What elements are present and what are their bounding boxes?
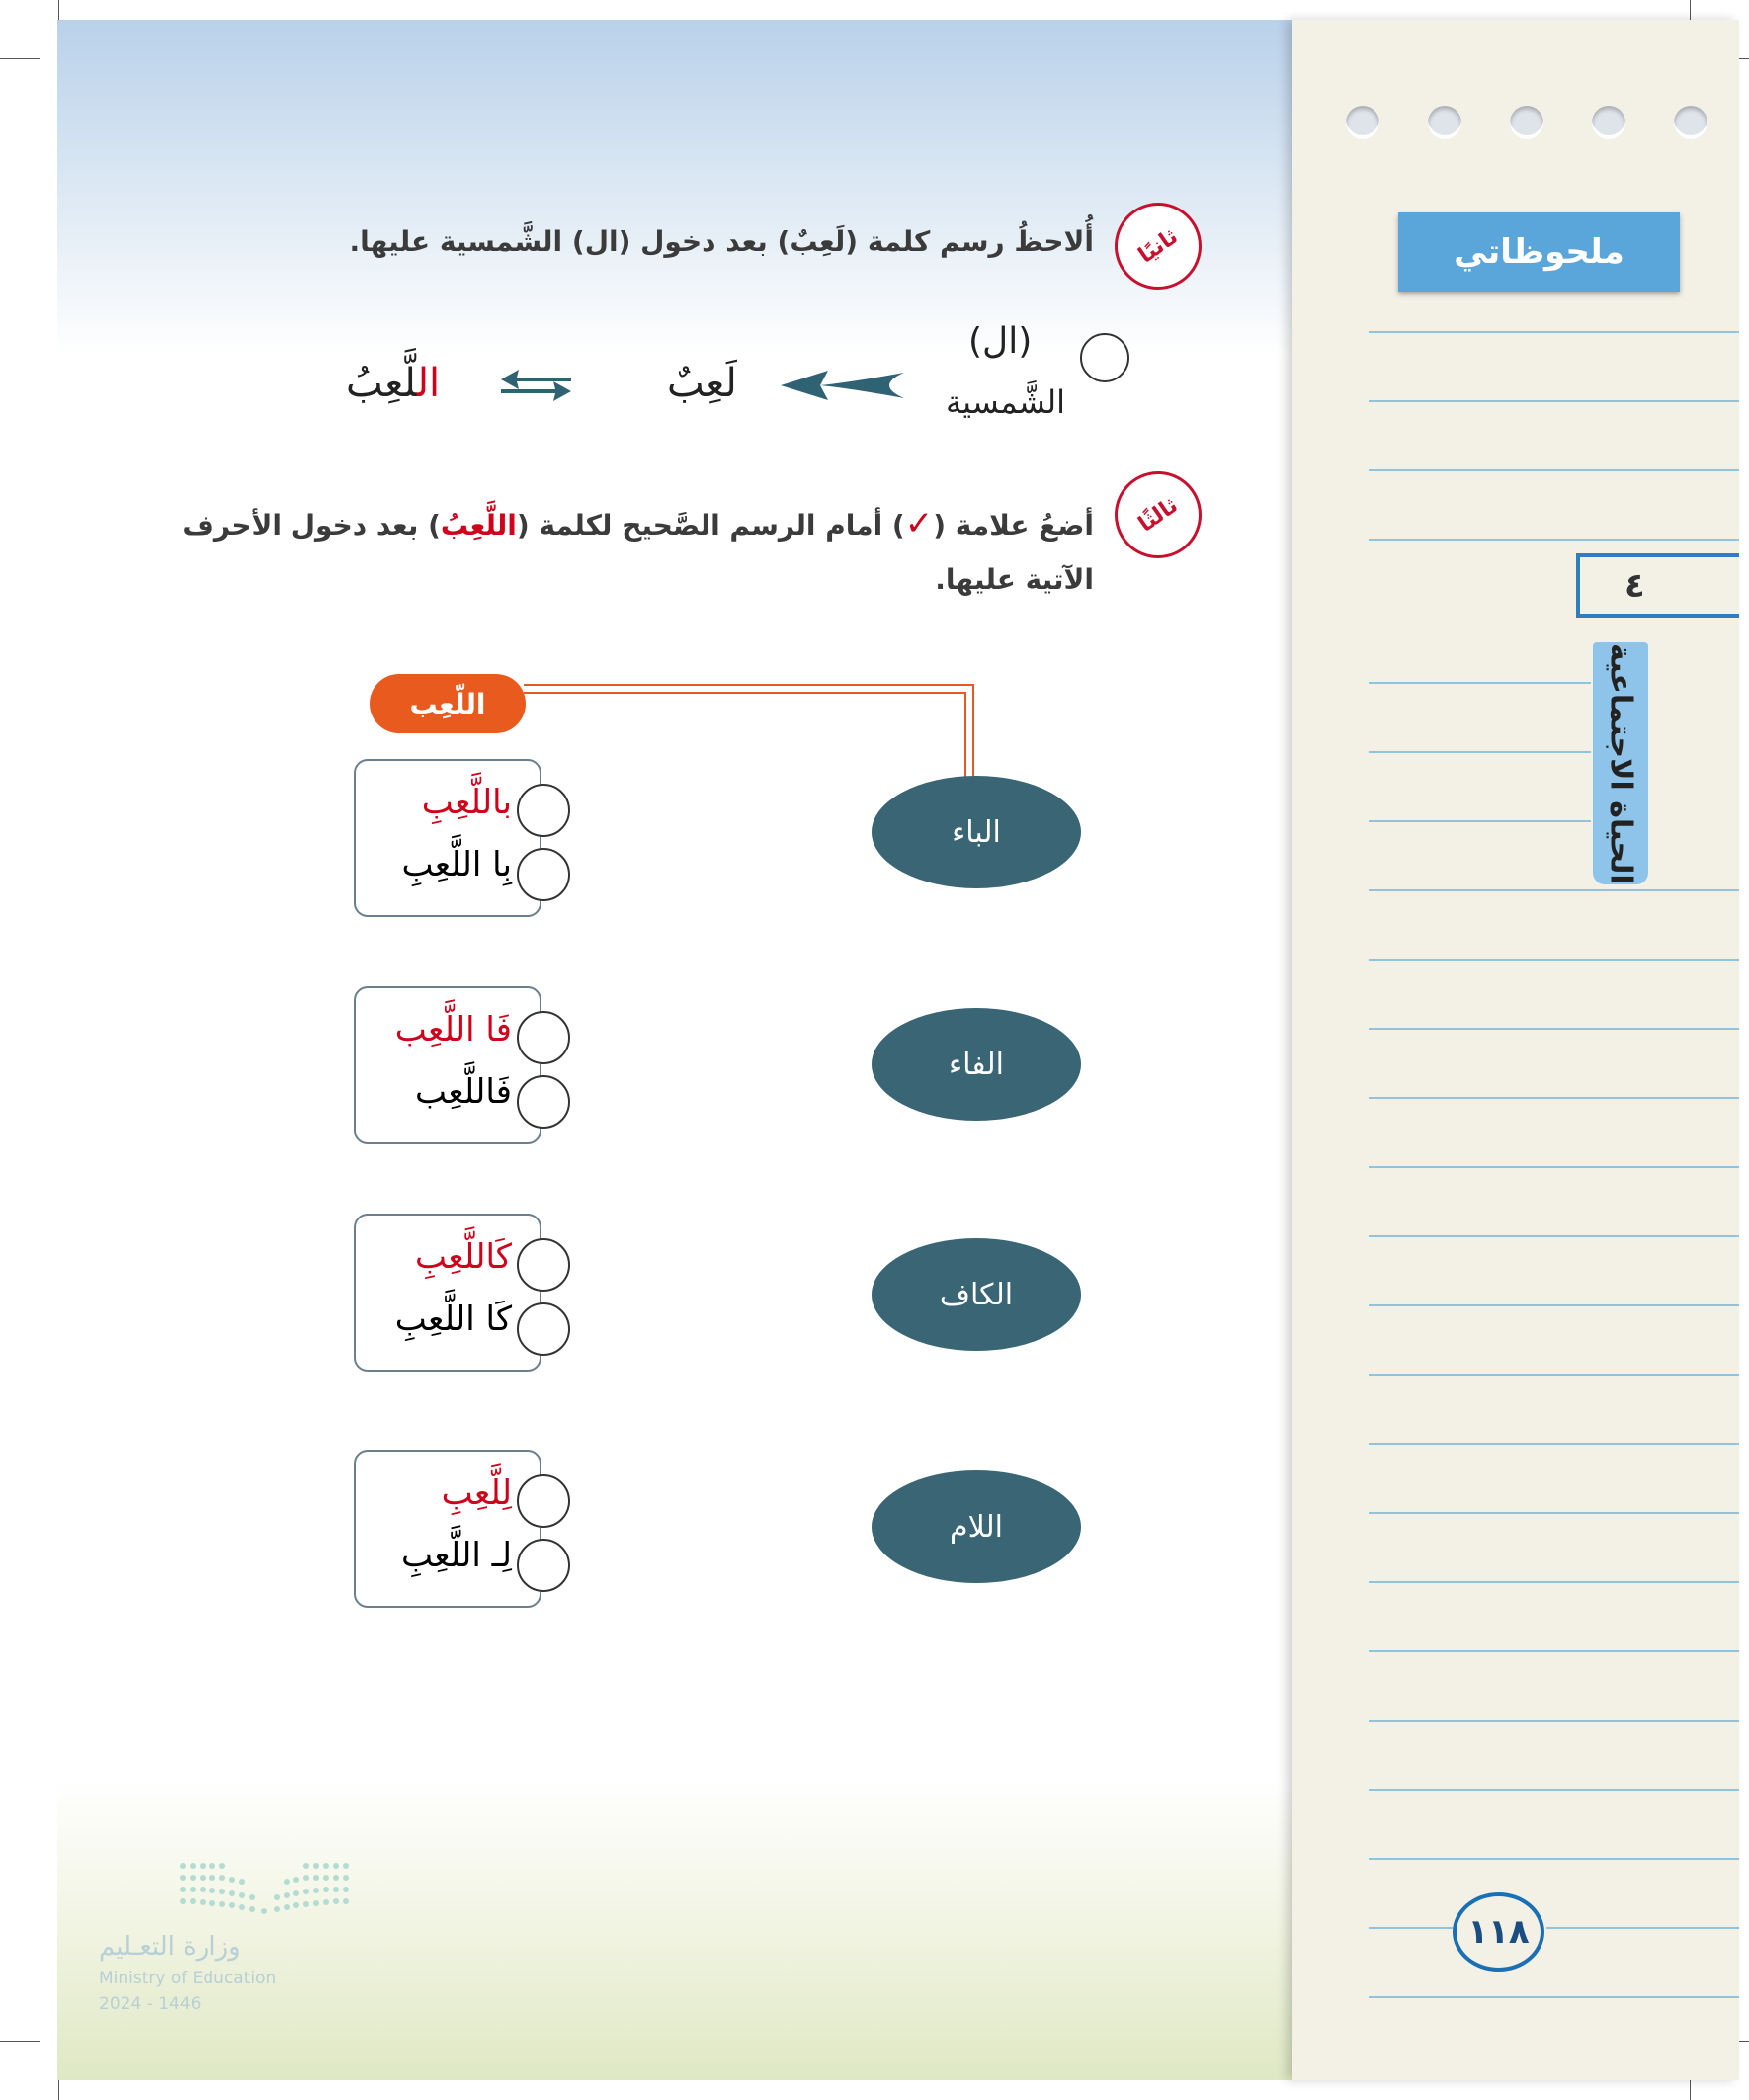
unit-number: ٤: [1576, 553, 1739, 618]
note-line: [1369, 820, 1591, 822]
arrow-left-icon: [781, 361, 909, 410]
ministry-name-en: Ministry of Education: [99, 1969, 277, 1988]
option-text: لِلَّعِبِ: [441, 1473, 512, 1513]
note-line: [1369, 469, 1739, 471]
note-line: [1369, 889, 1739, 891]
unit-title-tab: [1593, 642, 1648, 884]
instruction-part-2: ) أمام الرسم الصَّحيح لكلمة (: [516, 509, 905, 542]
option-radio[interactable]: [517, 1474, 570, 1528]
connector-line: [524, 682, 978, 781]
crop-mark: [0, 58, 40, 59]
instruction-line-2: الآتية عليها.: [935, 563, 1094, 596]
result-prefix: ال: [416, 361, 441, 406]
page-number: ١١٨: [1453, 1892, 1544, 1972]
option-radio[interactable]: [517, 848, 570, 901]
note-line: [1369, 959, 1739, 961]
options-box: [354, 1450, 541, 1608]
binder-hole: [1428, 106, 1461, 139]
target-word: اللَّعِبُ: [440, 509, 517, 542]
note-line: [1369, 1650, 1739, 1652]
options-box: [354, 759, 541, 917]
option-radio[interactable]: [517, 1075, 570, 1129]
option-radio[interactable]: [517, 1539, 570, 1592]
answer-radio[interactable]: [1080, 333, 1129, 382]
ministry-year: 2024 - 1446: [99, 1994, 202, 2014]
ministry-logo-icon: [178, 1858, 351, 1917]
binder-hole: [1346, 106, 1379, 139]
instruction-text: أُلاحظُ رسم كلمة (لَعِبٌ) بعد دخول (ال) الشَّمسية عليها.: [349, 225, 1094, 258]
option-text: فَا اللَّعِب: [394, 1010, 512, 1050]
option-radio[interactable]: [517, 784, 570, 837]
option-text: فَاللَّعِب: [414, 1072, 512, 1112]
check-icon: ✓: [904, 504, 934, 544]
note-line: [1369, 1097, 1739, 1099]
letter-oval: الكاف: [872, 1238, 1081, 1351]
note-line: [1369, 1235, 1739, 1237]
unit-title: الحياة الاجتماعية: [1603, 642, 1638, 884]
option-radio[interactable]: [517, 1011, 570, 1064]
option-radio[interactable]: [517, 1302, 570, 1356]
note-line: [1546, 1927, 1739, 1929]
note-line: [1369, 1858, 1739, 1860]
note-line: [1369, 1443, 1739, 1445]
double-arrow-icon: [499, 368, 573, 403]
result-rest: لَّعِبُ: [346, 361, 417, 406]
option-text: بِا اللَّعِبِ: [401, 845, 512, 884]
note-line: [1369, 1512, 1739, 1514]
note-line: [1369, 751, 1591, 753]
note-line: [1369, 1581, 1739, 1583]
instruction-text: [182, 504, 1094, 544]
shamsiya-label: الشَّمسية: [946, 383, 1066, 421]
binder-hole: [1592, 106, 1625, 139]
notes-column: [1292, 20, 1739, 2080]
note-line: [1369, 682, 1591, 684]
option-text: كَاللَّعِبِ: [415, 1237, 512, 1277]
note-line: [1369, 1789, 1739, 1791]
options-box: [354, 986, 541, 1144]
base-word: لَعِبٌ: [667, 361, 737, 406]
binder-hole: [1674, 106, 1707, 139]
options-box: [354, 1214, 541, 1372]
instruction-part-1: أضعُ علامة (: [933, 509, 1094, 542]
worksheet-page: [57, 20, 1292, 2080]
letter-oval: الباء: [872, 776, 1081, 888]
note-line: [1369, 1374, 1739, 1376]
al-label: (ال): [968, 321, 1033, 362]
note-line: [1369, 1166, 1739, 1168]
section-badge-label: ثالثًا: [1133, 492, 1183, 538]
note-line: [1369, 1028, 1739, 1030]
letter-oval: الفاء: [872, 1008, 1081, 1121]
section-badge-label: ثانيًا: [1133, 223, 1183, 269]
note-line: [1369, 539, 1739, 541]
option-text: كَا اللَّعِبِ: [394, 1300, 512, 1339]
option-text: باللَّعِبِ: [421, 783, 512, 822]
word-pill: اللّعِب: [370, 674, 526, 733]
option-text: لِـ اللَّعِبِ: [401, 1536, 512, 1575]
binder-hole: [1510, 106, 1543, 139]
note-line: [1369, 1927, 1453, 1929]
instruction-part-3: ) بعد دخول الأحرف: [182, 509, 441, 542]
option-radio[interactable]: [517, 1238, 570, 1292]
letter-oval: اللام: [872, 1470, 1081, 1583]
crop-mark: [0, 2041, 40, 2042]
note-line: [1369, 1720, 1739, 1722]
note-line: [1369, 1996, 1739, 1998]
ministry-name-ar: وزارة التعـليم: [99, 1932, 241, 1962]
note-line: [1369, 400, 1739, 402]
result-word: [346, 361, 440, 406]
note-line: [1369, 1304, 1739, 1306]
notes-title: ملحوظاتي: [1398, 212, 1680, 292]
note-line: [1369, 331, 1739, 333]
